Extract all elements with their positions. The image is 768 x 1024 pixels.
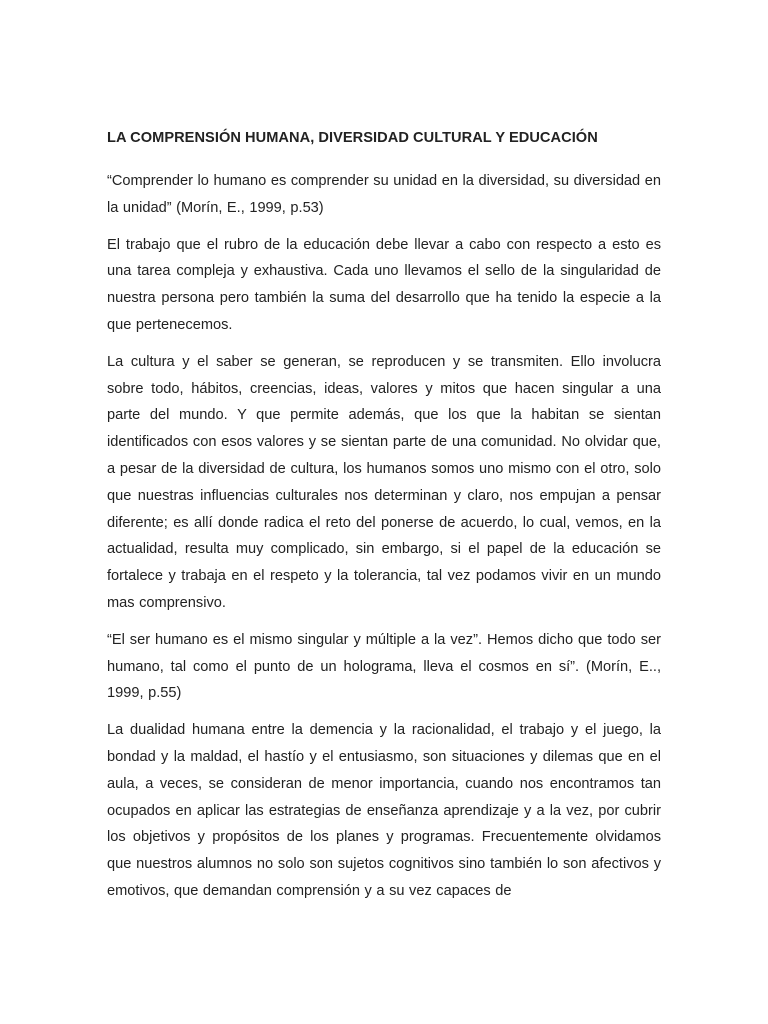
paragraph-quote-1: “Comprender lo humano es comprender su unidad en la diversidad, su diversidad en la unidad” (Morín, E., 1999, p.53) (107, 173, 661, 216)
document-title: LA COMPRENSIÓN HUMANA, DIVERSIDAD CULTURAL Y EDUCACIÓN (107, 130, 598, 146)
paragraph-culture: La cultura y el saber se generan, se reproducen y se transmiten. Ello involucra sobre todo, hábitos, creencias, ideas, valores y mitos que hacen singular a una parte del mundo. Y que permite además, que los que la habitan se sientan identificados con esos valores y se sientan parte de una comunidad. No olvidar que, a pesar de la diversidad de cultura, los humanos somos uno mismo con el otro, solo que nuestras influencias culturales nos determinan y claro, nos empujan a pensar diferente; es allí donde radica el reto del ponerse de acuerdo, lo cual, vemos, en la actualidad, resulta muy complicado, sin embargo, si el papel de la educación se fortalece y trabaja en el respeto y la tolerancia, tal vez podamos vivir en un mundo mas comprensivo. (107, 353, 661, 611)
paragraph-education-task: El trabajo que el rubro de la educación debe llevar a cabo con respecto a esto es una tarea compleja y exhaustiva. Cada uno llevamos el sello de la singularidad de nuestra persona pero también la suma del desarrollo que ha tenido la especie a la que pertenecemos. (107, 236, 661, 333)
paragraph-human-duality: La dualidad humana entre la demencia y la racionalidad, el trabajo y el juego, la bondad y la maldad, el hastío y el entusiasmo, son situaciones y dilemas que en el aula, a veces, se consideran de menor importancia, cuando nos encontramos tan ocupados en aplicar las estrategias de enseñanza aprendizaje y a la vez, por cubrir los objetivos y propósitos de los planes y programas. Frecuentemente olvidamos que nuestros alumnos no solo son sujetos cognitivos sino también lo son afectivos y emotivos, que demandan comprensión y a su vez capaces de (107, 722, 661, 899)
paragraph-quote-2: “El ser humano es el mismo singular y múltiple a la vez”. Hemos dicho que todo ser humano, tal como el punto de un holograma, lleva el cosmos en sí”. (Morín, E.., 1999, p.55) (107, 631, 661, 702)
